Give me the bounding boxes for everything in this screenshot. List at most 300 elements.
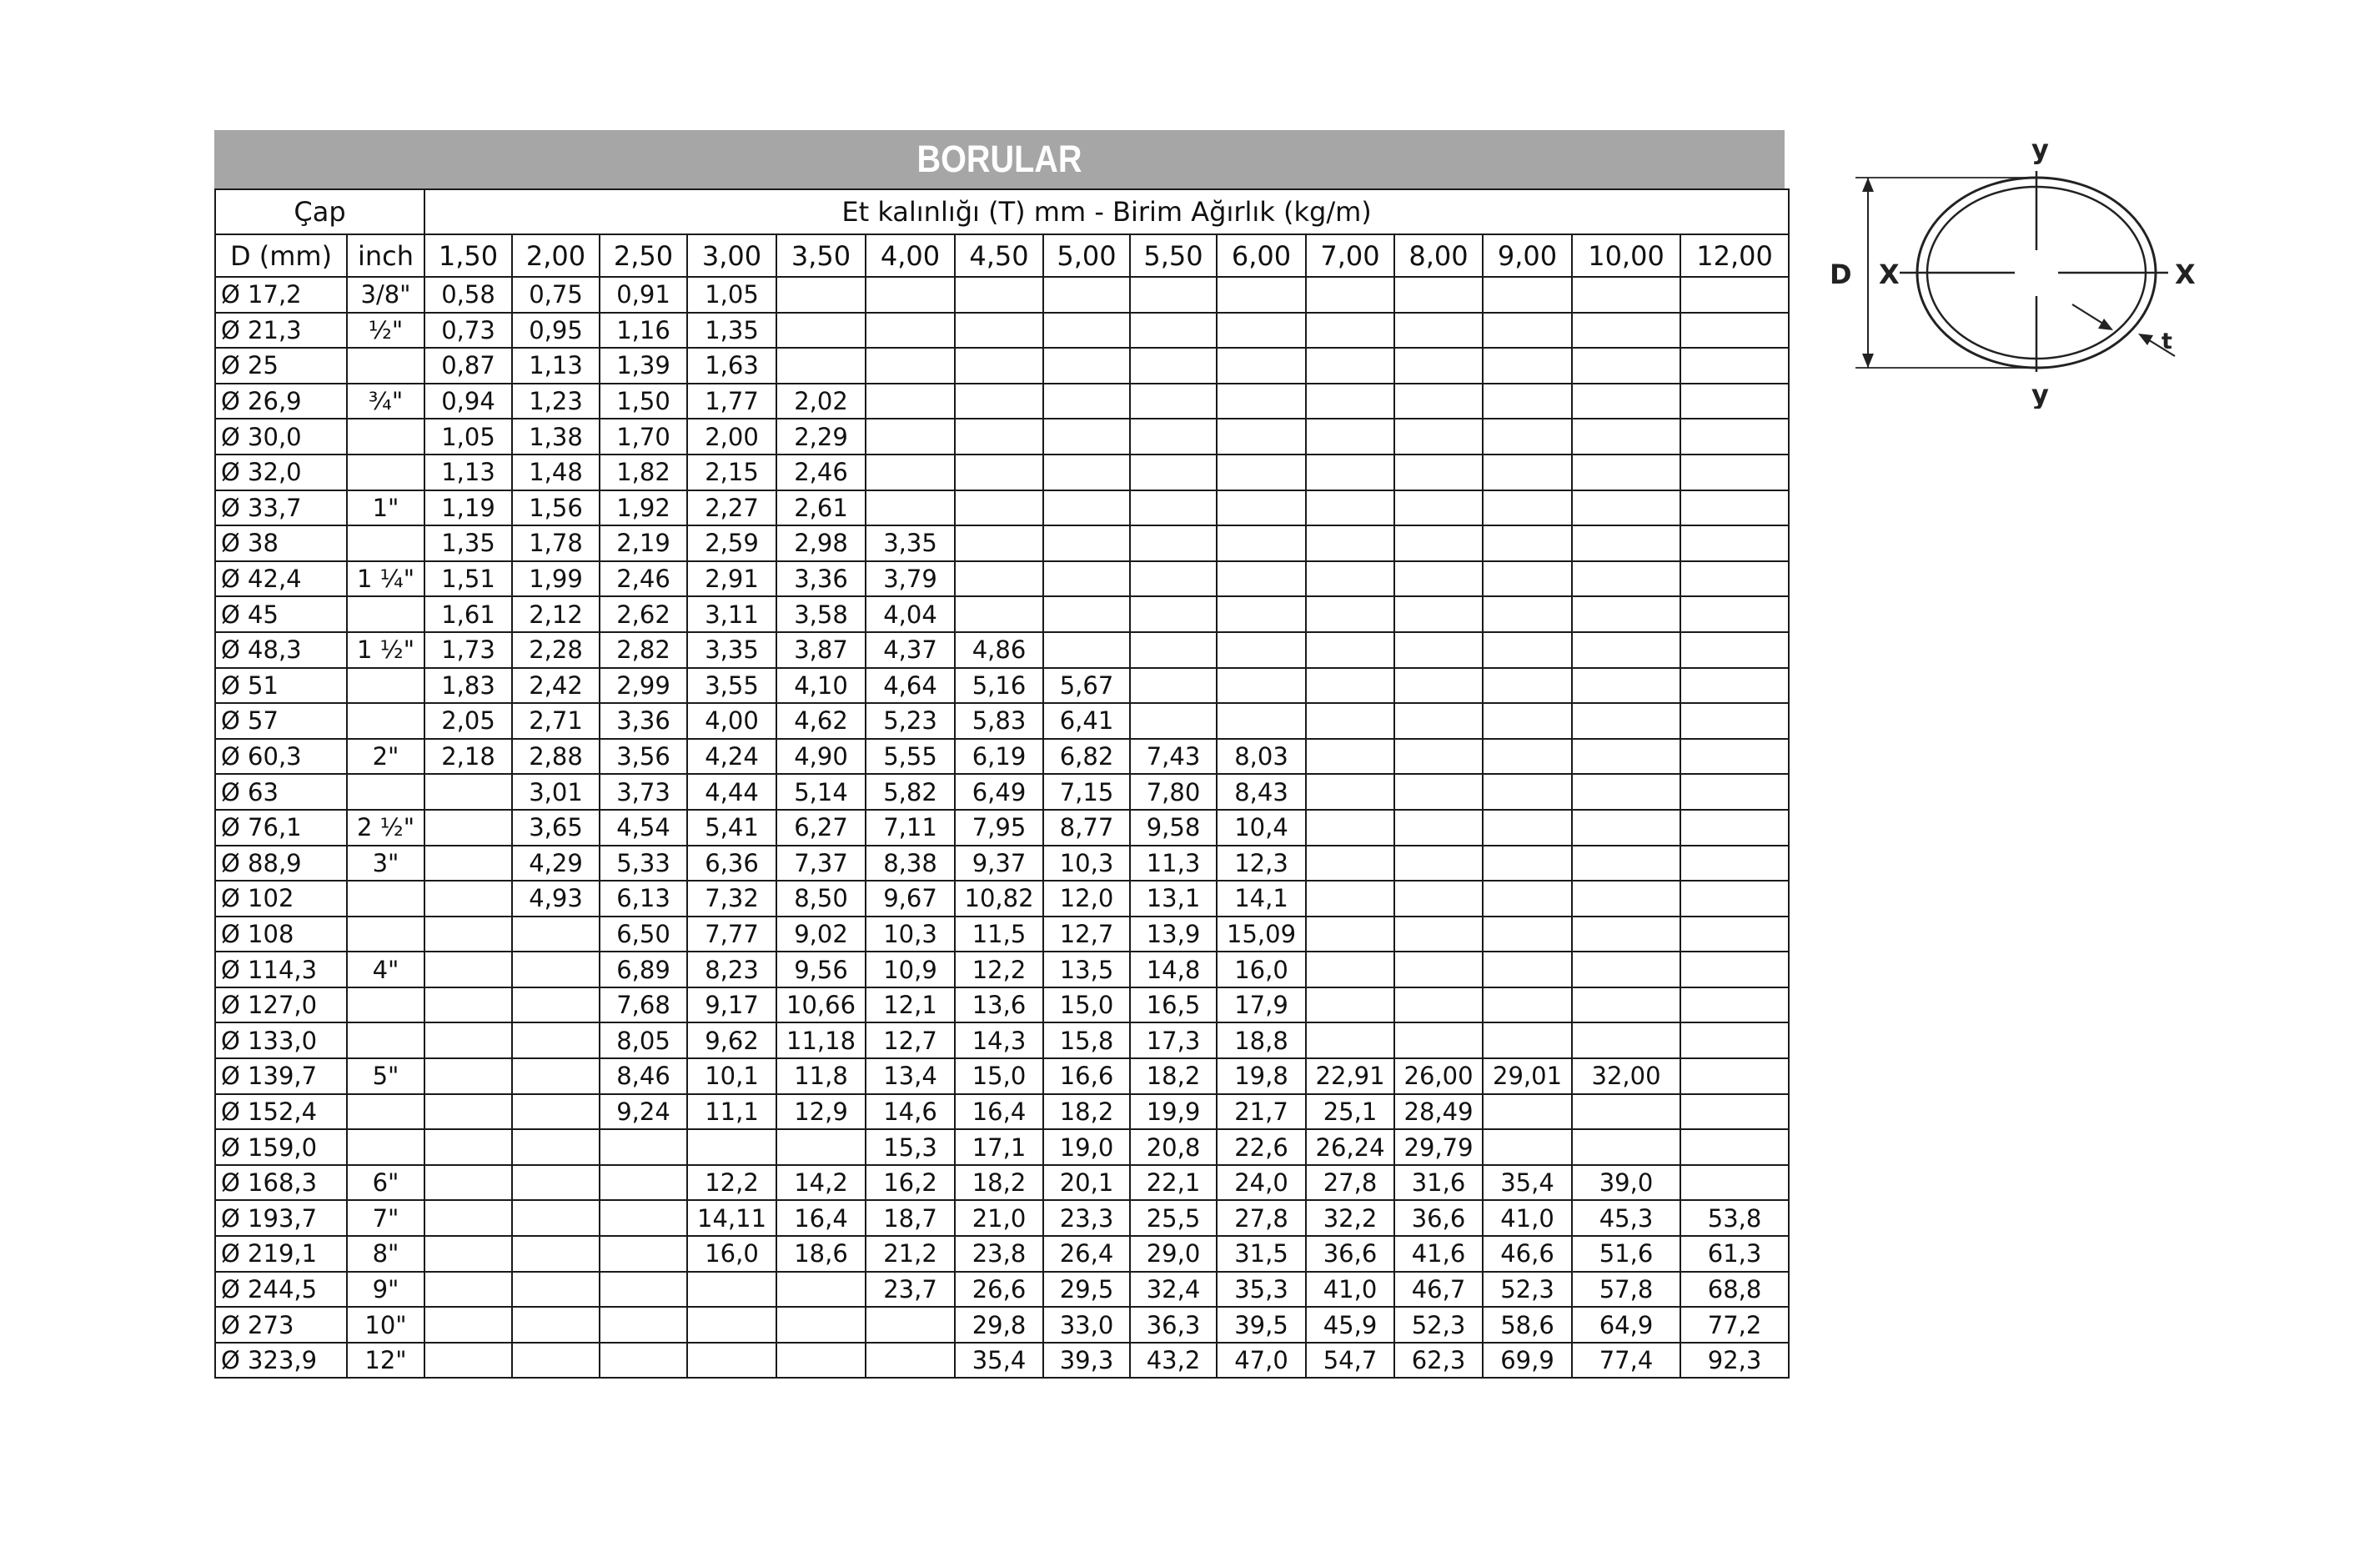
weight-cell [1394, 703, 1483, 739]
weight-cell: 12,1 [866, 987, 955, 1023]
table-row [215, 632, 1789, 668]
weight-cell [512, 1129, 600, 1165]
inch-cell [347, 987, 424, 1023]
weight-cell: 3,36 [600, 703, 687, 739]
x-label-left: X [1879, 259, 1900, 290]
weight-cell: 3,35 [866, 525, 955, 561]
weight-cell: 3,36 [776, 561, 866, 597]
diameter-cell: Ø 108 [215, 917, 347, 952]
weight-cell [1306, 525, 1394, 561]
weight-cell: 0,87 [424, 348, 512, 384]
weight-cell: 13,1 [1130, 881, 1217, 917]
weight-cell: 8,23 [687, 952, 776, 987]
weight-cell: 10,3 [1043, 846, 1130, 882]
weight-cell [512, 952, 600, 987]
weight-cell: 3,79 [866, 561, 955, 597]
table-body [215, 277, 1789, 1378]
weight-cell [600, 1200, 687, 1236]
header-row-groups [215, 189, 1789, 234]
weight-cell [1306, 561, 1394, 597]
thickness-col-header: 2,50 [600, 234, 687, 277]
weight-cell [1572, 490, 1680, 526]
weight-cell: 47,0 [1217, 1343, 1306, 1379]
weight-cell: 69,9 [1483, 1343, 1572, 1379]
weight-cell: 10,82 [955, 881, 1043, 917]
weight-cell: 14,3 [955, 1022, 1043, 1058]
weight-cell: 4,44 [687, 774, 776, 810]
weight-cell [1394, 668, 1483, 704]
weight-cell: 10,4 [1217, 810, 1306, 846]
inch-cell: ¾" [347, 384, 424, 419]
weight-cell [424, 1307, 512, 1343]
inch-cell: 7" [347, 1200, 424, 1236]
weight-cell [955, 561, 1043, 597]
weight-cell [1680, 632, 1789, 668]
weight-cell: 4,04 [866, 596, 955, 632]
weight-cell: 17,1 [955, 1129, 1043, 1165]
weight-cell: 5,55 [866, 739, 955, 775]
weight-cell: 4,24 [687, 739, 776, 775]
weight-cell [1043, 561, 1130, 597]
table-row [215, 313, 1789, 349]
weight-cell [424, 774, 512, 810]
diameter-cell: Ø 219,1 [215, 1236, 347, 1272]
x-label-right: X [2175, 259, 2196, 290]
weight-cell: 8,03 [1217, 739, 1306, 775]
weight-cell: 16,5 [1130, 987, 1217, 1023]
inch-cell [347, 668, 424, 704]
weight-cell: 3,01 [512, 774, 600, 810]
weight-cell: 3,35 [687, 632, 776, 668]
weight-cell: 13,6 [955, 987, 1043, 1023]
weight-cell: 36,6 [1306, 1236, 1394, 1272]
weight-cell: 52,3 [1394, 1307, 1483, 1343]
weight-cell: 18,8 [1217, 1022, 1306, 1058]
table-row [215, 881, 1789, 917]
pipe-table-sheet [214, 130, 1785, 1379]
weight-cell: 68,8 [1680, 1272, 1789, 1308]
weight-cell [1217, 384, 1306, 419]
weight-cell [424, 1022, 512, 1058]
weight-cell [1130, 490, 1217, 526]
weight-cell: 77,2 [1680, 1307, 1789, 1343]
weight-cell [1306, 596, 1394, 632]
weight-cell: 11,8 [776, 1058, 866, 1094]
weight-cell: 3,73 [600, 774, 687, 810]
weight-cell: 77,4 [1572, 1343, 1680, 1379]
d-arrow-top [1862, 178, 1874, 192]
weight-cell [600, 1272, 687, 1308]
weight-cell [1217, 277, 1306, 313]
weight-cell [600, 1165, 687, 1201]
weight-cell: 7,15 [1043, 774, 1130, 810]
weight-cell: 1,13 [512, 348, 600, 384]
weight-cell [1483, 561, 1572, 597]
weight-cell [424, 846, 512, 882]
table-row [215, 668, 1789, 704]
weight-cell: 58,6 [1483, 1307, 1572, 1343]
weight-cell: 2,27 [687, 490, 776, 526]
weight-cell: 14,11 [687, 1200, 776, 1236]
weight-cell [424, 1165, 512, 1201]
weight-cell: 1,05 [687, 277, 776, 313]
diameter-cell: Ø 45 [215, 596, 347, 632]
diameter-cell: Ø 60,3 [215, 739, 347, 775]
weight-cell: 0,58 [424, 277, 512, 313]
table-row [215, 917, 1789, 952]
y-label-top: y [2031, 133, 2049, 165]
weight-cell [512, 917, 600, 952]
weight-cell: 1,39 [600, 348, 687, 384]
weight-cell: 1,19 [424, 490, 512, 526]
weight-cell [1043, 525, 1130, 561]
diameter-cell: Ø 168,3 [215, 1165, 347, 1201]
weight-cell: 35,4 [1483, 1165, 1572, 1201]
thickness-col-header: 1,50 [424, 234, 512, 277]
thickness-col-header: 2,00 [512, 234, 600, 277]
weight-cell: 4,64 [866, 668, 955, 704]
weight-cell: 1,51 [424, 561, 512, 597]
weight-cell [1306, 739, 1394, 775]
header-row-columns [215, 234, 1789, 277]
weight-cell [1394, 277, 1483, 313]
weight-cell [512, 1165, 600, 1201]
weight-cell [512, 987, 600, 1023]
weight-cell: 18,7 [866, 1200, 955, 1236]
weight-cell [866, 384, 955, 419]
weight-cell: 32,4 [1130, 1272, 1217, 1308]
weight-cell: 5,83 [955, 703, 1043, 739]
weight-cell [1572, 1129, 1680, 1165]
weight-cell [424, 1129, 512, 1165]
inch-cell [347, 917, 424, 952]
weight-cell [1483, 1022, 1572, 1058]
weight-cell: 3,56 [600, 739, 687, 775]
weight-cell: 20,1 [1043, 1165, 1130, 1201]
weight-cell: 2,61 [776, 490, 866, 526]
weight-cell [1572, 525, 1680, 561]
weight-cell: 4,29 [512, 846, 600, 882]
thickness-col-header: 3,50 [776, 234, 866, 277]
weight-cell [1394, 917, 1483, 952]
weight-cell: 12,7 [1043, 917, 1130, 952]
weight-cell [424, 1058, 512, 1094]
weight-cell: 28,49 [1394, 1094, 1483, 1130]
weight-cell: 15,8 [1043, 1022, 1130, 1058]
weight-cell [1306, 668, 1394, 704]
weight-cell [1572, 596, 1680, 632]
weight-cell: 26,00 [1394, 1058, 1483, 1094]
weight-cell [955, 596, 1043, 632]
weight-cell [1680, 774, 1789, 810]
weight-cell: 52,3 [1483, 1272, 1572, 1308]
inch-cell: 12" [347, 1343, 424, 1379]
inch-cell [347, 1022, 424, 1058]
weight-cell [1306, 987, 1394, 1023]
weight-cell: 11,3 [1130, 846, 1217, 882]
weight-cell [424, 881, 512, 917]
diameter-cell: Ø 63 [215, 774, 347, 810]
weight-cell: 16,2 [866, 1165, 955, 1201]
weight-cell [424, 1343, 512, 1379]
thickness-col-header: 6,00 [1217, 234, 1306, 277]
weight-cell: 15,0 [1043, 987, 1130, 1023]
weight-cell: 7,11 [866, 810, 955, 846]
weight-cell [1394, 810, 1483, 846]
weight-cell [1306, 313, 1394, 349]
table-row [215, 1236, 1789, 1272]
weight-cell: 6,27 [776, 810, 866, 846]
weight-cell: 31,5 [1217, 1236, 1306, 1272]
weight-cell: 9,56 [776, 952, 866, 987]
diameter-cell: Ø 127,0 [215, 987, 347, 1023]
weight-cell [1043, 632, 1130, 668]
weight-cell [955, 455, 1043, 490]
weight-cell: 8,38 [866, 846, 955, 882]
weight-cell: 4,00 [687, 703, 776, 739]
table-row [215, 1200, 1789, 1236]
table-row [215, 348, 1789, 384]
title-banner [214, 130, 1785, 188]
weight-cell: 33,0 [1043, 1307, 1130, 1343]
weight-cell: 8,46 [600, 1058, 687, 1094]
weight-cell [512, 1022, 600, 1058]
thickness-col-header: 10,00 [1572, 234, 1680, 277]
inch-cell [347, 596, 424, 632]
weight-cell: 1,05 [424, 419, 512, 455]
weight-cell [1130, 348, 1217, 384]
weight-cell: 10,9 [866, 952, 955, 987]
weight-cell: 11,5 [955, 917, 1043, 952]
weight-cell [1130, 525, 1217, 561]
weight-cell: 7,43 [1130, 739, 1217, 775]
inch-cell: 4" [347, 952, 424, 987]
diameter-cell: Ø 26,9 [215, 384, 347, 419]
diameter-cell: Ø 152,4 [215, 1094, 347, 1130]
weight-cell [1680, 561, 1789, 597]
inch-cell: 6" [347, 1165, 424, 1201]
weight-cell [1130, 313, 1217, 349]
weight-cell [1394, 490, 1483, 526]
weight-cell [1217, 632, 1306, 668]
weight-cell [1680, 846, 1789, 882]
weight-cell: 9,67 [866, 881, 955, 917]
weight-cell: 26,6 [955, 1272, 1043, 1308]
weight-cell [1130, 703, 1217, 739]
inch-cell: 1 ¼" [347, 561, 424, 597]
diameter-cell: Ø 48,3 [215, 632, 347, 668]
weight-cell: 4,86 [955, 632, 1043, 668]
weight-cell: 2,46 [600, 561, 687, 597]
table-row [215, 1058, 1789, 1094]
weight-cell: 12,2 [955, 952, 1043, 987]
weight-cell [776, 1129, 866, 1165]
weight-cell [955, 277, 1043, 313]
pipe-cross-section-diagram [1818, 125, 2202, 409]
weight-cell [424, 917, 512, 952]
weight-cell: 2,18 [424, 739, 512, 775]
weight-cell: 0,75 [512, 277, 600, 313]
weight-cell: 18,2 [1043, 1094, 1130, 1130]
weight-cell [955, 384, 1043, 419]
table-row [215, 846, 1789, 882]
weight-cell [1043, 313, 1130, 349]
weight-cell [1394, 846, 1483, 882]
weight-cell [512, 1272, 600, 1308]
weight-cell [866, 455, 955, 490]
weight-cell [1306, 632, 1394, 668]
weight-cell [1680, 596, 1789, 632]
weight-cell: 1,23 [512, 384, 600, 419]
weight-cell [1572, 703, 1680, 739]
table-row [215, 774, 1789, 810]
weight-cell: 2,71 [512, 703, 600, 739]
weight-cell: 11,1 [687, 1094, 776, 1130]
weight-cell: 2,29 [776, 419, 866, 455]
weight-cell: 16,0 [687, 1236, 776, 1272]
weight-cell: 6,89 [600, 952, 687, 987]
weight-cell: 12,9 [776, 1094, 866, 1130]
weight-cell [1680, 348, 1789, 384]
weight-cell: 24,0 [1217, 1165, 1306, 1201]
weight-cell: 46,7 [1394, 1272, 1483, 1308]
weight-cell: 2,12 [512, 596, 600, 632]
weight-cell [955, 419, 1043, 455]
weight-cell [1483, 490, 1572, 526]
weight-cell [1483, 987, 1572, 1023]
weight-cell [1572, 419, 1680, 455]
diameter-cell: Ø 25 [215, 348, 347, 384]
diameter-cell: Ø 76,1 [215, 810, 347, 846]
weight-cell: 16,6 [1043, 1058, 1130, 1094]
thickness-col-header: 7,00 [1306, 234, 1394, 277]
weight-cell: 31,6 [1394, 1165, 1483, 1201]
weight-cell [1680, 384, 1789, 419]
weight-cell: 1,35 [424, 525, 512, 561]
weight-cell: 7,95 [955, 810, 1043, 846]
weight-cell: 14,6 [866, 1094, 955, 1130]
inch-cell: 9" [347, 1272, 424, 1308]
weight-cell [600, 1307, 687, 1343]
weight-cell [955, 348, 1043, 384]
inch-cell: 2" [347, 739, 424, 775]
table-row [215, 561, 1789, 597]
weight-cell: 3,87 [776, 632, 866, 668]
inch-cell [347, 774, 424, 810]
weight-cell: 2,02 [776, 384, 866, 419]
t-label: t [2162, 329, 2172, 354]
weight-cell [1217, 561, 1306, 597]
weight-cell [1217, 525, 1306, 561]
thickness-col-header: 5,50 [1130, 234, 1217, 277]
weight-cell: 12,0 [1043, 881, 1130, 917]
weight-cell: 2,46 [776, 455, 866, 490]
weight-cell [1483, 277, 1572, 313]
weight-cell: 41,0 [1306, 1272, 1394, 1308]
weight-cell: 26,4 [1043, 1236, 1130, 1272]
weight-cell: 29,79 [1394, 1129, 1483, 1165]
diameter-cell: Ø 30,0 [215, 419, 347, 455]
weight-cell [1306, 917, 1394, 952]
weight-cell [1572, 917, 1680, 952]
weight-cell [1306, 419, 1394, 455]
y-label-bottom: y [2031, 379, 2049, 409]
weight-cell: 29,8 [955, 1307, 1043, 1343]
table-row [215, 277, 1789, 313]
weight-cell [1043, 596, 1130, 632]
weight-cell: 1,92 [600, 490, 687, 526]
weight-cell [1394, 1022, 1483, 1058]
weight-cell: 23,8 [955, 1236, 1043, 1272]
table-row [215, 703, 1789, 739]
weight-cell [1572, 277, 1680, 313]
weight-cell: 8,77 [1043, 810, 1130, 846]
weight-cell [1217, 348, 1306, 384]
weight-cell: 10,3 [866, 917, 955, 952]
weight-cell: 45,3 [1572, 1200, 1680, 1236]
weight-cell: 1,48 [512, 455, 600, 490]
weight-cell [1572, 846, 1680, 882]
weight-cell: 16,4 [776, 1200, 866, 1236]
weight-cell [1572, 313, 1680, 349]
weight-cell [424, 1236, 512, 1272]
weight-cell: 6,49 [955, 774, 1043, 810]
weight-cell [1680, 952, 1789, 987]
weight-cell [1394, 952, 1483, 987]
d-mm-header: D (mm) [215, 234, 347, 277]
weight-cell: 61,3 [1680, 1236, 1789, 1272]
weight-cell: 51,6 [1572, 1236, 1680, 1272]
weight-cell [776, 348, 866, 384]
weight-cell: 46,6 [1483, 1236, 1572, 1272]
weight-cell: 29,01 [1483, 1058, 1572, 1094]
table-row [215, 1129, 1789, 1165]
weight-cell: 17,9 [1217, 987, 1306, 1023]
weight-cell: 1,16 [600, 313, 687, 349]
weight-cell: 1,99 [512, 561, 600, 597]
weight-cell: 5,67 [1043, 668, 1130, 704]
weight-cell [1217, 313, 1306, 349]
weight-cell: 1,35 [687, 313, 776, 349]
thickness-col-header: 3,00 [687, 234, 776, 277]
weight-cell [1572, 987, 1680, 1023]
weight-cell: 0,95 [512, 313, 600, 349]
weight-cell [1394, 419, 1483, 455]
inch-cell [347, 455, 424, 490]
weight-cell [424, 810, 512, 846]
weight-cell [512, 1343, 600, 1379]
weight-cell [1394, 774, 1483, 810]
weight-cell [1394, 455, 1483, 490]
weight-cell [866, 313, 955, 349]
weight-cell [776, 1307, 866, 1343]
d-label: D [1830, 259, 1852, 290]
weight-cell: 11,18 [776, 1022, 866, 1058]
weight-cell [512, 1058, 600, 1094]
diameter-cell: Ø 51 [215, 668, 347, 704]
weight-cell: 4,54 [600, 810, 687, 846]
weight-cell: 4,10 [776, 668, 866, 704]
weight-cell: 41,0 [1483, 1200, 1572, 1236]
weight-cell: 13,9 [1130, 917, 1217, 952]
weight-cell [1680, 277, 1789, 313]
weight-cell [866, 277, 955, 313]
weight-cell [1483, 1129, 1572, 1165]
weight-cell: 3,65 [512, 810, 600, 846]
weight-cell: 39,0 [1572, 1165, 1680, 1201]
thickness-col-header: 9,00 [1483, 234, 1572, 277]
weight-cell [866, 419, 955, 455]
